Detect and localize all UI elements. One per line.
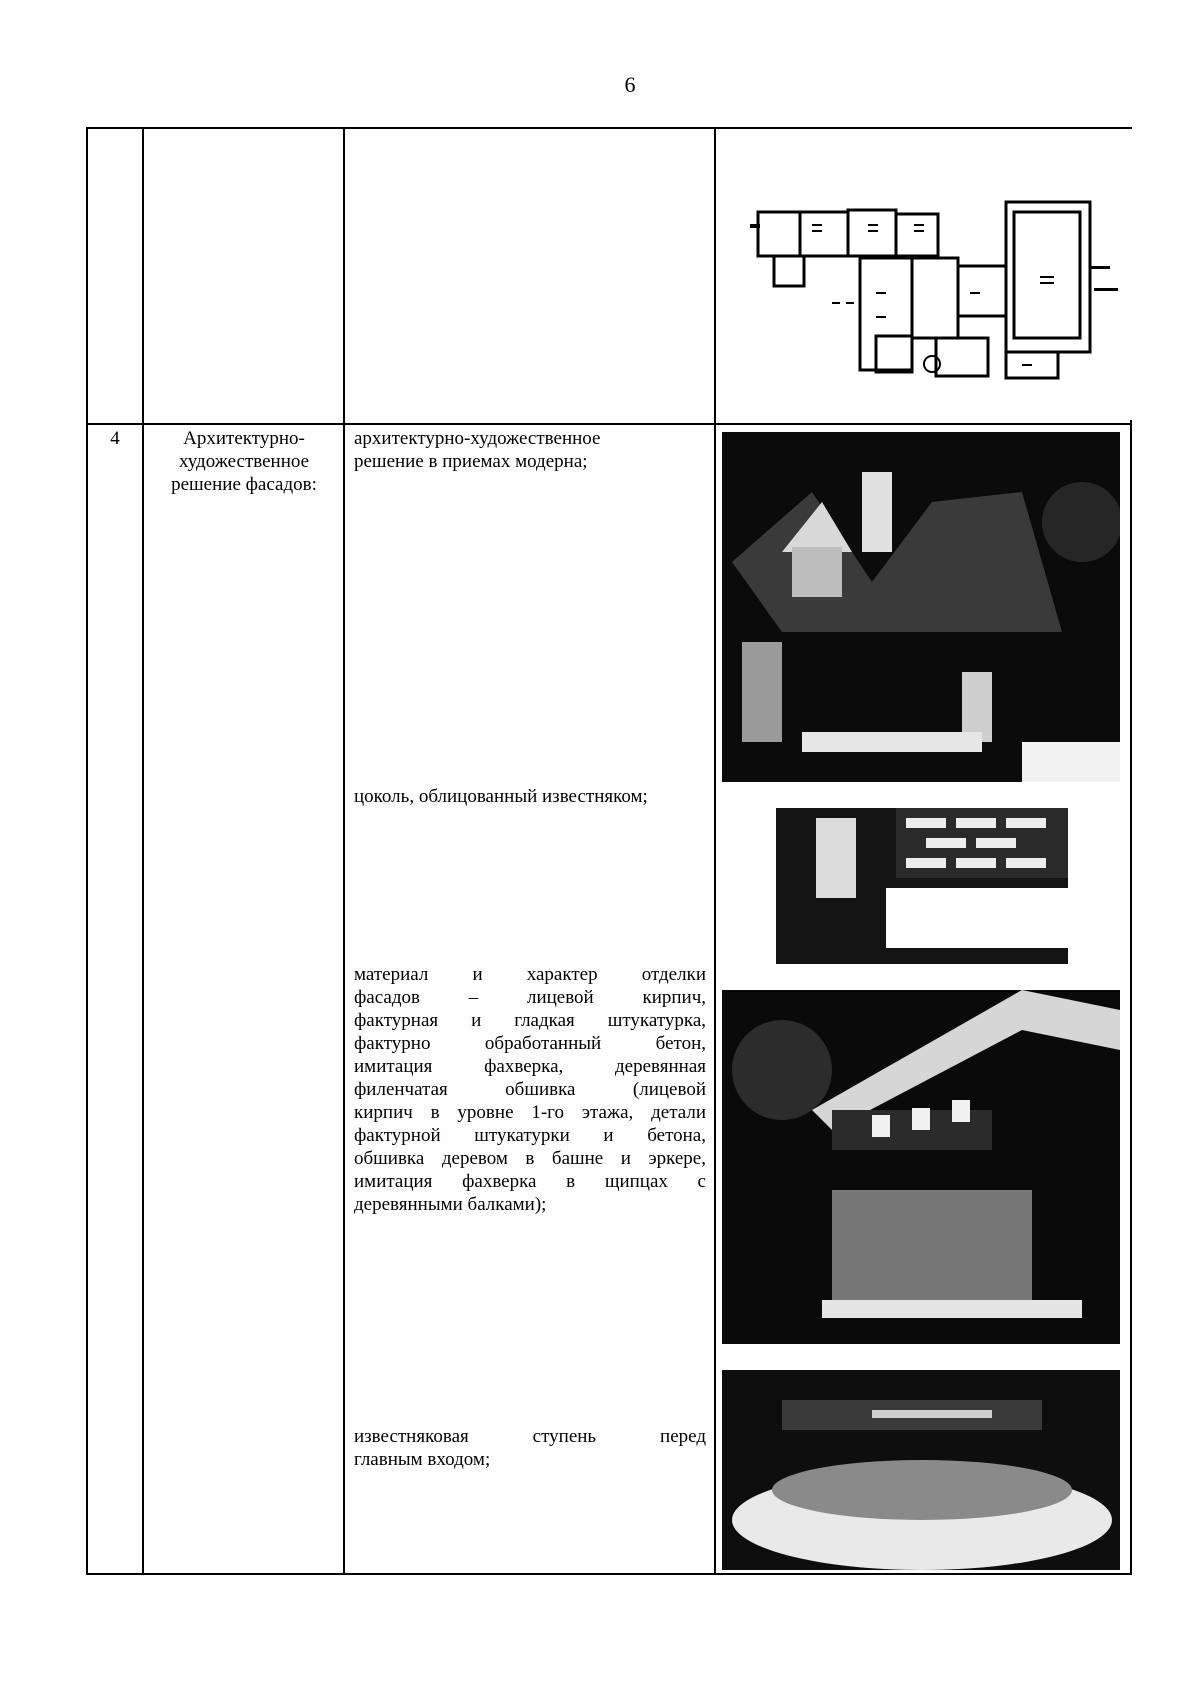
col-border-right bbox=[1130, 420, 1132, 1575]
floor-plan-drawing bbox=[750, 196, 1124, 386]
description-line: материал и характер отделки bbox=[354, 964, 706, 985]
description-line: главным входом; bbox=[354, 1449, 491, 1470]
description-limestone-step bbox=[354, 1425, 706, 1471]
limestone-step-photo bbox=[722, 1370, 1120, 1570]
house-facade-photo bbox=[722, 432, 1120, 782]
description-facade-materials bbox=[354, 963, 706, 1216]
page-number: 6 bbox=[624, 72, 636, 97]
col-border-2 bbox=[343, 127, 345, 1575]
description-line: обшивка деревом в башне и эркере, bbox=[354, 1148, 706, 1169]
description-line: кирпич в уровне 1-го этажа, детали bbox=[354, 1102, 706, 1123]
table-bottom-border bbox=[86, 1573, 1132, 1575]
table-top-border bbox=[86, 127, 1132, 129]
description-line: фактурно обработанный бетон, bbox=[354, 1033, 706, 1054]
description-line: имитация фахверка, деревянная bbox=[354, 1056, 706, 1077]
element-title: Архитектурно-художественное решение фасадов: bbox=[171, 428, 317, 495]
col-border-3 bbox=[714, 127, 716, 1575]
limestone-plinth-photo bbox=[776, 808, 1068, 964]
description-line: известняковая ступень перед bbox=[354, 1426, 706, 1447]
description-line: имитация фахверка в щипцах с bbox=[354, 1171, 706, 1192]
col-border-left bbox=[86, 127, 88, 1575]
row-divider bbox=[86, 423, 1132, 425]
description-line: деревянными балками); bbox=[354, 1194, 547, 1215]
col-border-1 bbox=[142, 127, 144, 1575]
description-line: фасадов – лицевой кирпич, bbox=[354, 987, 706, 1008]
description-line: филенчатая обшивка (лицевой bbox=[354, 1079, 706, 1100]
description-line: фактурной штукатурки и бетона, bbox=[354, 1125, 706, 1146]
facade-finish-photo bbox=[722, 990, 1120, 1344]
description-architectural-style: архитектурно-художественное решение в приемах модерна; bbox=[354, 428, 601, 472]
description-plinth: цоколь, облицованный известняком; bbox=[354, 786, 648, 807]
row-number: 4 bbox=[110, 428, 120, 449]
description-line: фактурная и гладкая штукатурка, bbox=[354, 1010, 706, 1031]
